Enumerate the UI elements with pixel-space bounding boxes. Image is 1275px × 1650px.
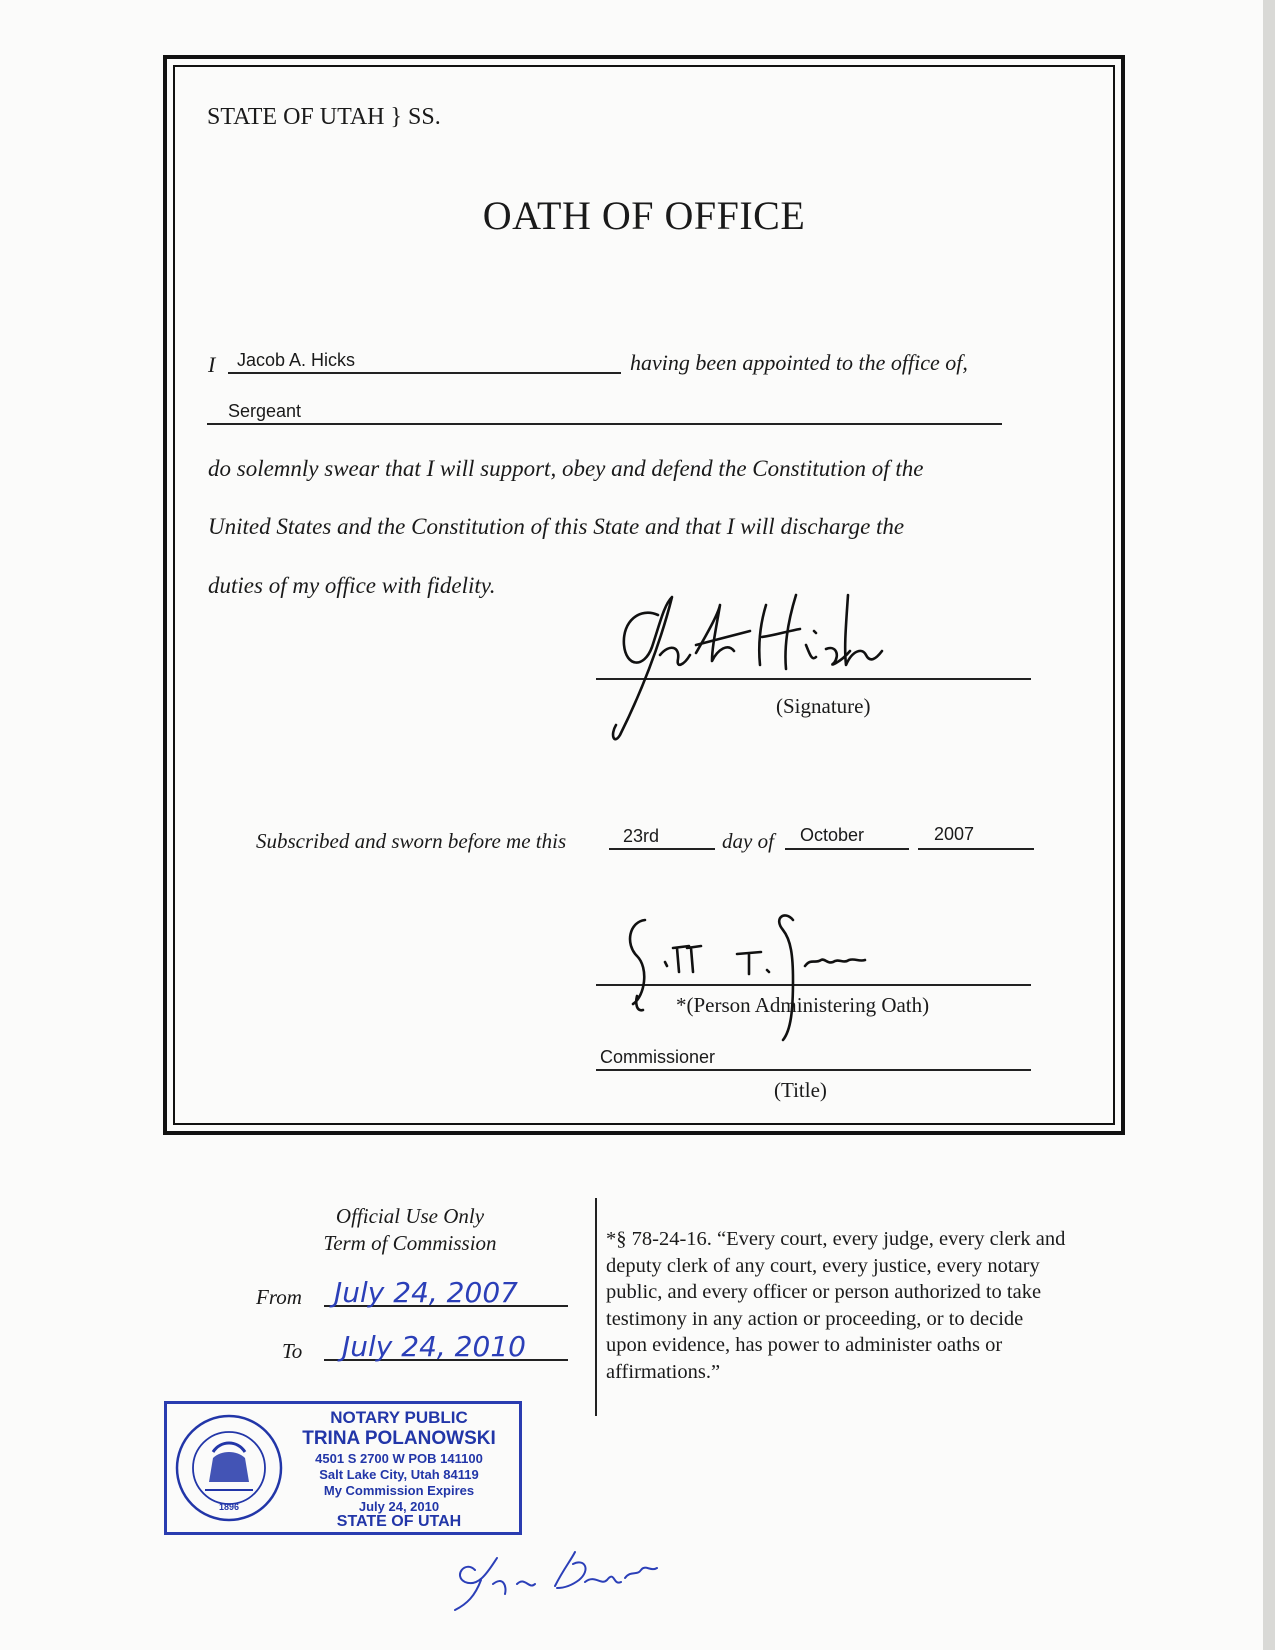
year-underline [918,848,1034,850]
footer-divider [595,1198,597,1416]
day-of-text: day of [722,829,774,853]
page-edge [1263,0,1275,1650]
oath-line-3: duties of my office with fidelity. [208,573,496,598]
stamp-state: STATE OF UTAH [336,1513,462,1530]
month-underline [785,848,909,850]
administrator-caption: *(Person Administering Oath) [676,993,930,1017]
oath-line-2: United States and the Constitution of this State and that I will discharge the [208,514,905,539]
sworn-month: October [800,825,865,845]
administrator-signature [615,900,935,1050]
notary-signature [445,1540,705,1620]
stamp-expires-label: My Commission Expires [323,1483,475,1498]
state-heading: STATE OF UTAH } SS. [207,104,441,130]
stamp-title: NOTARY PUBLIC [330,1408,468,1427]
sworn-year: 2007 [934,824,975,844]
from-date-text: July 24, 2007 [334,1276,518,1309]
title-caption: (Title) [774,1078,827,1102]
appointed-text: having been appointed to the office of, [630,350,968,375]
office-underline [207,423,1002,425]
administrator-title: Commissioner [600,1047,716,1067]
document-title: OATH OF OFFICE [482,193,806,238]
from-date-handwriting [324,1270,578,1314]
notary-stamp [164,1401,522,1535]
stamp-expires-date: July 24, 2010 [358,1499,440,1514]
title-underline [596,1069,1031,1071]
office-value: Sergeant [228,401,302,421]
from-label: From [256,1285,302,1309]
official-use-heading: Official Use Only [335,1204,485,1228]
term-heading: Term of Commission [323,1231,497,1255]
to-label: To [282,1339,303,1363]
appointee-name: Jacob A. Hicks [237,350,356,370]
to-date-text: July 24, 2010 [342,1330,526,1363]
appointee-signature [600,585,940,745]
signature-caption: (Signature) [776,694,871,718]
stamp-city: Salt Lake City, Utah 84119 [319,1467,479,1482]
oath-prefix: I [208,352,216,377]
stamp-name: TRINA POLANOWSKI [302,1428,496,1449]
to-date-handwriting [324,1324,578,1368]
svg-text:1896: 1896 [218,1502,240,1512]
statute-text: *§ 78-24-16. “Every court, every judge, every clerk and deputy clerk of any court, every justice, every notary public, and every officer or person authorized to take testimony in any action or proceeding, or to decide upon evidence, has power to administer oaths or affirmations.” [606,1228,1066,1383]
day-underline [609,848,715,850]
sworn-day: 23rd [623,826,660,846]
state-seal [173,1410,285,1528]
name-underline [228,372,621,374]
oath-line-1: do solemnly swear that I will support, obey and defend the Constitution of the [208,456,924,481]
sworn-prefix: Subscribed and sworn before me this [256,829,567,853]
stamp-address: 4501 S 2700 W POB 141100 [315,1451,483,1466]
